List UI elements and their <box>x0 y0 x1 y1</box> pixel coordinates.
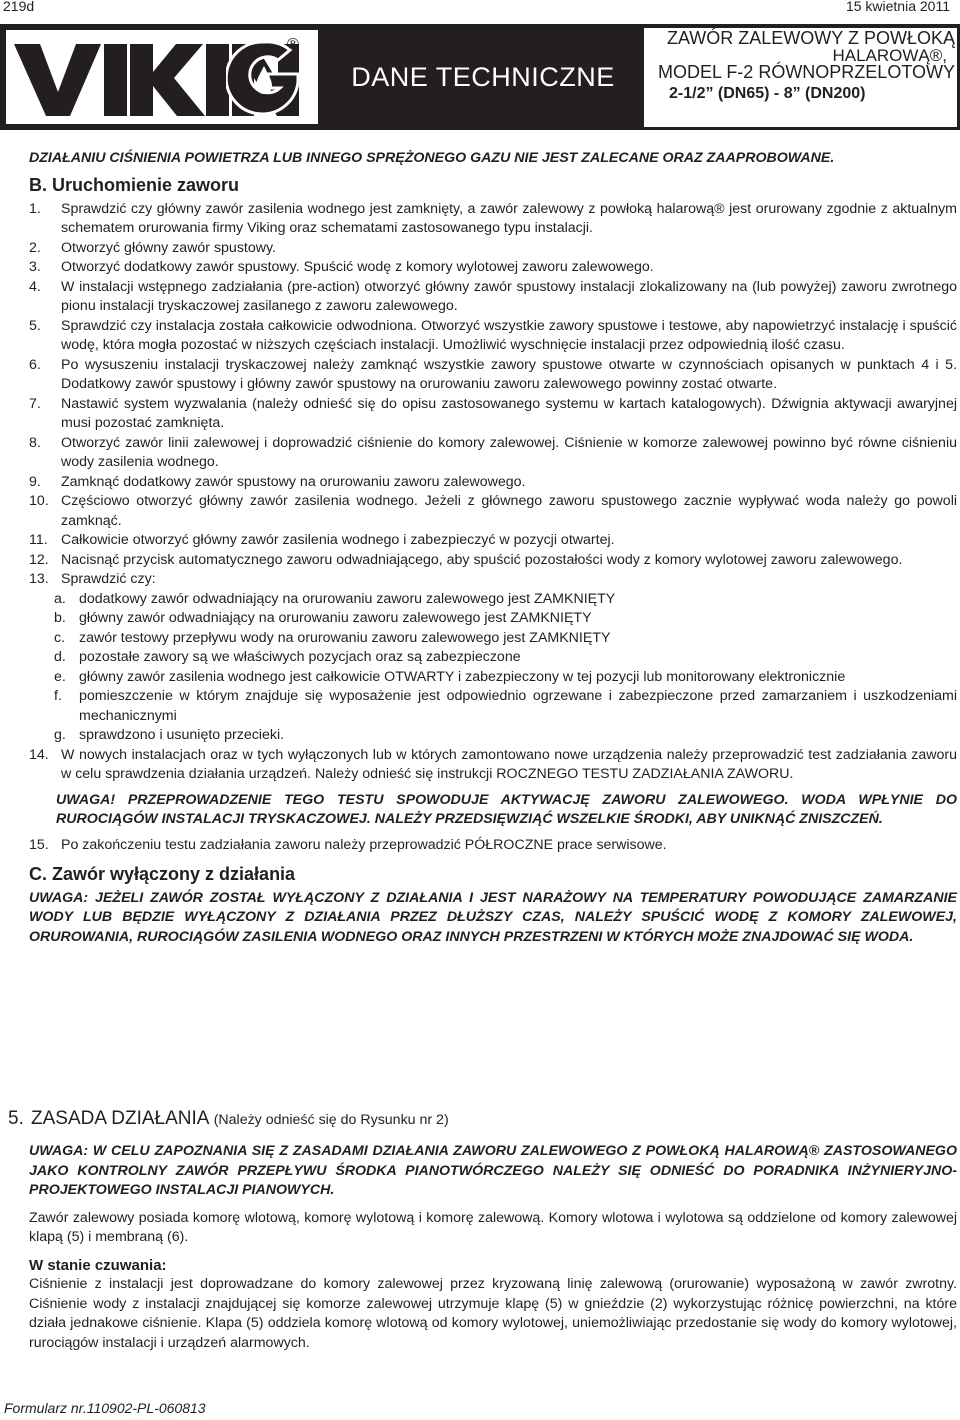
section-b-list <box>29 200 957 590</box>
check-item: e. główny zawór zasilenia wodnego jest całkowicie OTWARTY i zabezpieczony w tej pozycji lub monitorowany elektronicznie <box>54 668 846 685</box>
page-number: 219d <box>3 0 35 14</box>
list-item: 11. Całkowicie otworzyć główny zawór zasilenia wodnego i zabezpieczyć w pozycji otwartej. <box>29 532 615 548</box>
check-item: c. zawór testowy przepływu wody na orurowaniu zaworu zalewowego jest ZAMKNIĘTY <box>54 629 611 646</box>
section-label: DANE TECHNICZNE <box>324 28 642 127</box>
section-5-number: 5. <box>8 1108 24 1129</box>
title-line2: HALAROWĄ®, <box>832 46 947 65</box>
list-item: 9. Zamknąć dodatkowy zawór spustowy na orurowaniu zaworu zalewowego. <box>29 473 526 490</box>
list-item: 2. Otworzyć główny zawór spustowy. <box>29 239 276 256</box>
section-5-heading-row <box>0 1108 957 1134</box>
section-c-warning: UWAGA: JEŻELI ZAWÓR ZOSTAŁ WYŁĄCZONY Z DZIAŁANIA I JEST NARAŻOWY NA TEMPERATURY POWODUJĄCE ZAMARZANIE WODY LUB BĘDZIE WYŁĄCZONY Z DZIAŁANIA PRZEZ DŁUŻSZY CZAS, NALEŻY SPUŚCIĆ WODĘ Z KOMORY ZALEWOWEJ, ORUROWANIA, RUROCIĄGÓW ZASILENIA WODNEGO ORAZ INNYCH PRZESTRZENI W KTÓRYCH MOŻE ZNAJDOWAĆ SIĘ WODA. <box>29 889 957 945</box>
check-item: b. główny zawór odwadniający na orurowaniu zaworu zalewowego jest ZAMKNIĘTY <box>54 610 592 626</box>
section-5-heading-note: (Należy odnieść się do Rysunku nr 2) <box>213 1112 449 1128</box>
form-number: Formularz nr.110902-PL-060813 <box>4 1400 206 1416</box>
check-item: f. pomieszczenie w którym znajduje się wyposażenie jest odpowiednio ogrzewane i zabezpieczone przed zamarzaniem i uszkodzeniami mechanicznymi <box>54 688 957 724</box>
title-line1: ZAWÓR ZALEWOWY Z POWŁOKĄ <box>666 28 955 48</box>
test-warning: UWAGA! PRZEPROWADZENIE TEGO TESTU SPOWODUJE AKTYWACJĘ ZAWORU ZALEWOWEGO. WODA WPŁYNIE DO RUROCIĄGÓW INSTALACJI TRYSKACZOWEJ. NALEŻY PRZEDSIĘWZIĄĆ WSZELKIE ŚRODKI, ABY UNIKNĄĆ ZNISZCZEŃ. <box>56 791 957 827</box>
list-item: 13. Sprawdzić czy: <box>29 571 156 587</box>
document-title <box>644 28 957 127</box>
list-item: 1. Sprawdzić czy główny zawór zasilenia wodnego jest zamknięty, a zawór zalewowy z powłoką halarową® jest orurowany zgodnie z aktualnym schematem orurowania firmy Viking oraz schematami zastosowanego typu instalacji. <box>29 200 957 236</box>
list-item: 15. Po zakończeniu testu zadziałania zaworu należy przeprowadzić PÓŁROCZNE prace serwisowe. <box>29 836 667 853</box>
check-item: a. dodatkowy zawór odwadniający na orurowaniu zaworu zalewowego jest ZAMKNIĘTY <box>54 590 616 607</box>
title-line3: MODEL F-2 RÓWNOPRZELOTOWY <box>657 62 955 82</box>
section-5-heading: ZASADA DZIAŁANIA <box>31 1108 209 1129</box>
list-item: 7. Nastawić system wyzwalania (należy odnieść się do opisu zastosowanego systemu w kartach katalogowych). Dźwignia aktywacji awaryjnej musi pozostać zamknięta. <box>29 395 957 431</box>
section-5-paragraph: Zawór zalewowy posiada komorę wlotową, komorę wylotową i komorę zalewową. Komory wlotowa i wylotowa są oddzielone od komory zalewowej klapą (5) i membraną (6). <box>29 1209 957 1245</box>
list-item: 6. Po wysuszeniu instalacji tryskaczowej należy zamknąć wszystkie zawory spustowe otwarte w czynnościach opisanych w punktach 4 i 5. Dodatkowy zawór spustowy i główny zawór spustowy na orurowaniu zaworu zalewowego powinny zostać otwarte. <box>29 356 957 392</box>
check-item: d. pozostałe zawory są we właściwych pozycjach oraz są zabezpieczone <box>54 649 521 665</box>
section-b-heading: B. Uruchomienie zaworu <box>29 175 240 195</box>
list-item: 8. Otworzyć zawór linii zalewowej i doprowadzić ciśnienie do komory zalewowej. Ciśnienie w komorze zalewowej powinno być równe ciśnieniu wody zasilenia wodnego. <box>29 434 957 470</box>
section-5-heading-wrap <box>31 1108 449 1130</box>
section-5 <box>0 1108 957 1353</box>
list-item: 14. W nowych instalacjach oraz w tych wyłączonych lub w których zamontowano nowe urządzenia należy przeprowadzić test zadziałania zaworu w celu sprawdzenia działania urządzeń. Należy odnieść się instrukcji ROCZNEGO TESTU ZADZIAŁANIA ZAWORU. <box>29 746 957 782</box>
title-size-range: 2-1/2” (DN65) - 8” (DN200) <box>669 85 866 102</box>
list-item: 5. Sprawdzić czy instalacja została całkowicie odwodniona. Otworzyć wszystkie zawory spustowe i testowe, aby napowietrzyć instalację i spuścić wodę, która mogła pozostać w niższych częściach instalacji. Umożliwić wyschnięcie instalacji przez odpowiednią ilość czasu. <box>29 317 957 353</box>
registered-mark: ® <box>287 36 299 53</box>
intro-warning: DZIAŁANIU CIŚNIENIA POWIETRZA LUB INNEGO SPRĘŻONEGO GAZU NIE JEST ZALECANE ORAZ ZAAPROBOWANE. <box>29 150 835 166</box>
page-date: 15 kwietnia 2011 <box>845 0 950 14</box>
section-b <box>29 176 957 947</box>
standby-heading: W stanie czuwania: <box>29 1256 167 1274</box>
section-5-warning: UWAGA: W CELU ZAPOZNANIA SIĘ Z ZASADAMI DZIAŁANIA ZAWORU ZALEWOWEGO Z POWŁOKĄ HALAROWĄ® ZASTOSOWANEGO JAKO KONTROLNY ZAWÓR PRZEPŁYWU ŚRODKA PIANOTWÓRCZEGO NALEŻY SIĘ ODNIEŚĆ DO PORADNIKA INŻYNIERYJNO-PROJEKTOWEGO INSTALACJI PIANOWYCH. <box>29 1143 957 1198</box>
list-item: 3. Otworzyć dodatkowy zawór spustowy. Spuścić wodę z komory wylotowej zaworu zalewowego. <box>29 259 654 275</box>
list-item: 10. Częściowo otworzyć główny zawór zasilenia wodnego. Jeżeli z głównego zaworu spustowego zacznie wypływać woda należy go powoli zamknąć. <box>29 493 957 529</box>
list-item: 4. W instalacji wstępnego zadziałania (pre-action) otworzyć główny zawór spustowy instalacji zlokalizowany na (lub powyżej) zaworu zwrotnego pionu instalacji tryskaczowej zasilanego z zaworu zalewowego. <box>29 278 957 314</box>
check-list <box>29 590 957 746</box>
section-c-heading: C. Zawór wyłączony z działania <box>29 864 296 884</box>
check-item: g. sprawdzono i usunięto przecieki. <box>54 727 285 743</box>
standby-text: Ciśnienie z instalacji jest doprowadzane do komory zalewowej przez kryzowaną linię zalewową (orurowanie) wyposażoną w zawór zwrotny. Ciśnienie wody z instalacji znajdującej się komorze zalewowej utrzymuje klapę (5) w gnieździe (2) wykorzystując różnicę powierzchni, na które działa jednakowe ciśnienie. Klapa (5) oddziela komorę wlotową od komory wylotowej, uniemożliwiając przedostanie się wody do komory wylotowej, rurociągów instalacji i urządzeń alarmowych. <box>29 1276 957 1351</box>
list-item: 12. Nacisnąć przycisk automatycznego zaworu odwadniającego, aby spuścić pozostałości wody z komory wylotowej zaworu zalewowego. <box>29 551 903 568</box>
